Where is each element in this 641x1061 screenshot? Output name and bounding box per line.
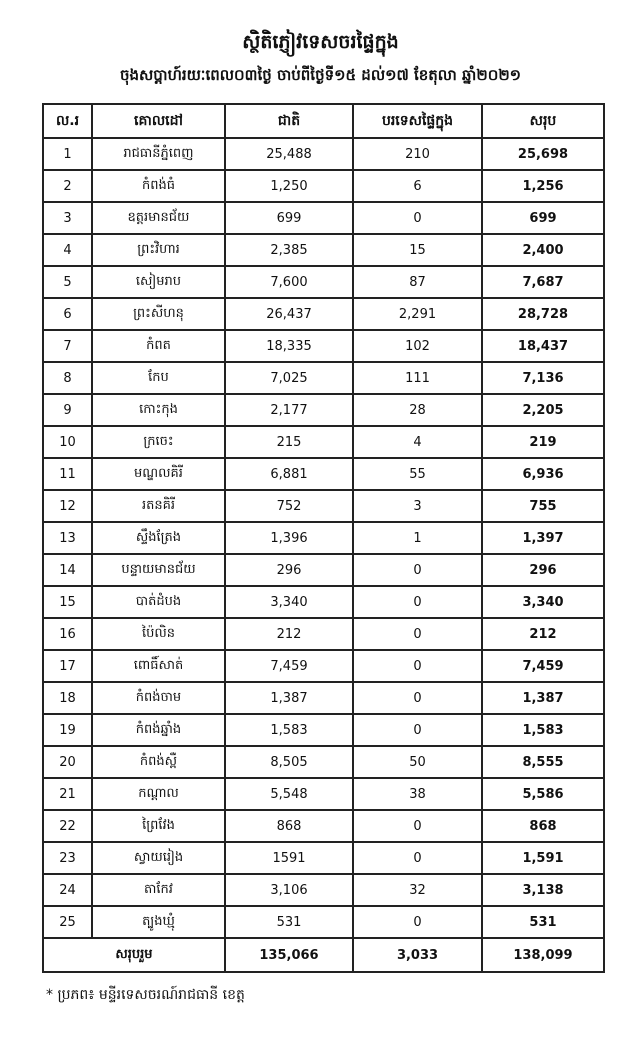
foreign-count: 0 [353,618,482,650]
foreign-count: 32 [353,874,482,906]
row-number: 8 [43,362,92,394]
national-count: 699 [225,202,353,234]
row-number: 11 [43,458,92,490]
foreign-count: 0 [353,714,482,746]
table-row [43,746,604,778]
national-count: 296 [225,554,353,586]
table-row [43,138,604,170]
destination: កោះកុង [92,394,225,426]
row-number: 20 [43,746,92,778]
row-number: 24 [43,874,92,906]
source-note: * ប្រភព៖ មន្ទីរទេសចរណ៍រាជធានី ខេត្ត [46,987,245,1003]
foreign-count: 2,291 [353,298,482,330]
table-body [43,138,604,938]
national-count: 1591 [225,842,353,874]
row-total: 3,138 [482,874,604,906]
grand-total-label: សរុបរួម [43,938,225,972]
destination: សៀមរាប [92,266,225,298]
row-total: 755 [482,490,604,522]
foreign-count: 6 [353,170,482,202]
table-row [43,714,604,746]
row-number: 18 [43,682,92,714]
row-total: 2,400 [482,234,604,266]
foreign-count: 111 [353,362,482,394]
foreign-count: 0 [353,586,482,618]
table-row [43,522,604,554]
destination: កំពង់ធំ [92,170,225,202]
national-count: 215 [225,426,353,458]
foreign-count: 50 [353,746,482,778]
foreign-count: 55 [353,458,482,490]
document-title: ស្ថិតិភ្ញៀវទេសចរផ្ទៃក្នុង [242,31,399,53]
row-total: 2,205 [482,394,604,426]
table-row [43,266,604,298]
row-total: 25,698 [482,138,604,170]
destination: កែប [92,362,225,394]
row-total: 219 [482,426,604,458]
table-row [43,682,604,714]
table-row [43,394,604,426]
foreign-count: 28 [353,394,482,426]
foreign-count: 0 [353,650,482,682]
national-count: 26,437 [225,298,353,330]
foreign-count: 0 [353,202,482,234]
table-header [43,104,604,138]
row-number: 4 [43,234,92,266]
row-number: 1 [43,138,92,170]
row-total: 7,136 [482,362,604,394]
row-total: 1,397 [482,522,604,554]
foreign-count: 0 [353,842,482,874]
row-total: 6,936 [482,458,604,490]
destination: ស្ទឹងត្រែង [92,522,225,554]
national-count: 868 [225,810,353,842]
foreign-count: 38 [353,778,482,810]
row-total: 531 [482,906,604,938]
tourist-statistics-table [42,103,605,973]
row-total: 699 [482,202,604,234]
national-count: 8,505 [225,746,353,778]
header-national: ជាតិ [225,104,353,138]
row-total: 8,555 [482,746,604,778]
national-count: 25,488 [225,138,353,170]
national-count: 531 [225,906,353,938]
row-number: 2 [43,170,92,202]
national-count: 18,335 [225,330,353,362]
table-row [43,554,604,586]
header-no: ល.រ [43,104,92,138]
table-row [43,842,604,874]
destination: ក្រចេះ [92,426,225,458]
row-number: 6 [43,298,92,330]
row-number: 14 [43,554,92,586]
destination: តាកែវ [92,874,225,906]
national-count: 6,881 [225,458,353,490]
grand-total-national: 135,066 [225,938,353,972]
table-row [43,490,604,522]
row-total: 296 [482,554,604,586]
destination: កណ្តាល [92,778,225,810]
destination: មណ្ឌលគិរី [92,458,225,490]
table-row [43,906,604,938]
table-row [43,618,604,650]
destination: ព្រៃវែង [92,810,225,842]
row-number: 23 [43,842,92,874]
national-count: 1,250 [225,170,353,202]
grand-total-row [43,938,604,972]
table-row [43,426,604,458]
row-number: 13 [43,522,92,554]
row-total: 1,583 [482,714,604,746]
foreign-count: 87 [353,266,482,298]
header-row [43,104,604,138]
header-total: សរុប [482,104,604,138]
table-row [43,234,604,266]
national-count: 7,600 [225,266,353,298]
table-row [43,458,604,490]
foreign-count: 210 [353,138,482,170]
row-number: 17 [43,650,92,682]
table-footer [43,938,604,972]
row-number: 22 [43,810,92,842]
row-total: 18,437 [482,330,604,362]
destination: ឧត្តរមានជ័យ [92,202,225,234]
grand-total-foreign: 3,033 [353,938,482,972]
foreign-count: 1 [353,522,482,554]
table-row [43,778,604,810]
row-total: 3,340 [482,586,604,618]
foreign-count: 0 [353,906,482,938]
national-count: 5,548 [225,778,353,810]
document-subtitle: ចុងសប្តាហ៍រយៈពេល០៣ថ្ងៃ ចាប់ពីថ្ងៃទី១៥ ដល់១៧ ខែតុលា ឆ្នាំ២០២១ [119,66,522,84]
destination: ព្រះវិហារ [92,234,225,266]
national-count: 1,387 [225,682,353,714]
table-row [43,586,604,618]
row-total: 868 [482,810,604,842]
header-foreign: បរទេសផ្ទៃក្នុង [353,104,482,138]
row-total: 5,586 [482,778,604,810]
row-total: 1,591 [482,842,604,874]
row-number: 10 [43,426,92,458]
foreign-count: 102 [353,330,482,362]
destination: កំពង់ចាម [92,682,225,714]
row-number: 16 [43,618,92,650]
table-row [43,650,604,682]
row-number: 9 [43,394,92,426]
row-total: 7,687 [482,266,604,298]
destination: បាត់ដំបង [92,586,225,618]
national-count: 1,396 [225,522,353,554]
national-count: 2,177 [225,394,353,426]
header-destination: គោលដៅ [92,104,225,138]
row-number: 12 [43,490,92,522]
destination: កំពង់ស្ពឺ [92,746,225,778]
row-number: 7 [43,330,92,362]
national-count: 2,385 [225,234,353,266]
destination: ប៉ៃលិន [92,618,225,650]
foreign-count: 0 [353,810,482,842]
row-number: 3 [43,202,92,234]
row-number: 15 [43,586,92,618]
foreign-count: 4 [353,426,482,458]
foreign-count: 15 [353,234,482,266]
table-row [43,810,604,842]
row-total: 212 [482,618,604,650]
foreign-count: 0 [353,554,482,586]
national-count: 3,106 [225,874,353,906]
grand-total-sum: 138,099 [482,938,604,972]
row-number: 19 [43,714,92,746]
national-count: 752 [225,490,353,522]
national-count: 1,583 [225,714,353,746]
national-count: 7,459 [225,650,353,682]
table-row [43,362,604,394]
row-total: 1,256 [482,170,604,202]
destination: រតនគិរី [92,490,225,522]
table-row [43,202,604,234]
row-total: 1,387 [482,682,604,714]
table-row [43,330,604,362]
table-row [43,170,604,202]
destination: កំពត [92,330,225,362]
destination: ស្វាយរៀង [92,842,225,874]
national-count: 212 [225,618,353,650]
row-number: 5 [43,266,92,298]
table-row [43,874,604,906]
foreign-count: 0 [353,682,482,714]
row-number: 21 [43,778,92,810]
row-total: 7,459 [482,650,604,682]
destination: ត្បូងឃ្មុំ [92,906,225,938]
national-count: 7,025 [225,362,353,394]
foreign-count: 3 [353,490,482,522]
destination: ពោធិ៍សាត់ [92,650,225,682]
destination: បន្ទាយមានជ័យ [92,554,225,586]
row-number: 25 [43,906,92,938]
destination: រាជធានីភ្នំពេញ [92,138,225,170]
row-total: 28,728 [482,298,604,330]
destination: ព្រះសីហនុ [92,298,225,330]
national-count: 3,340 [225,586,353,618]
table-row [43,298,604,330]
destination: កំពង់ឆ្នាំង [92,714,225,746]
